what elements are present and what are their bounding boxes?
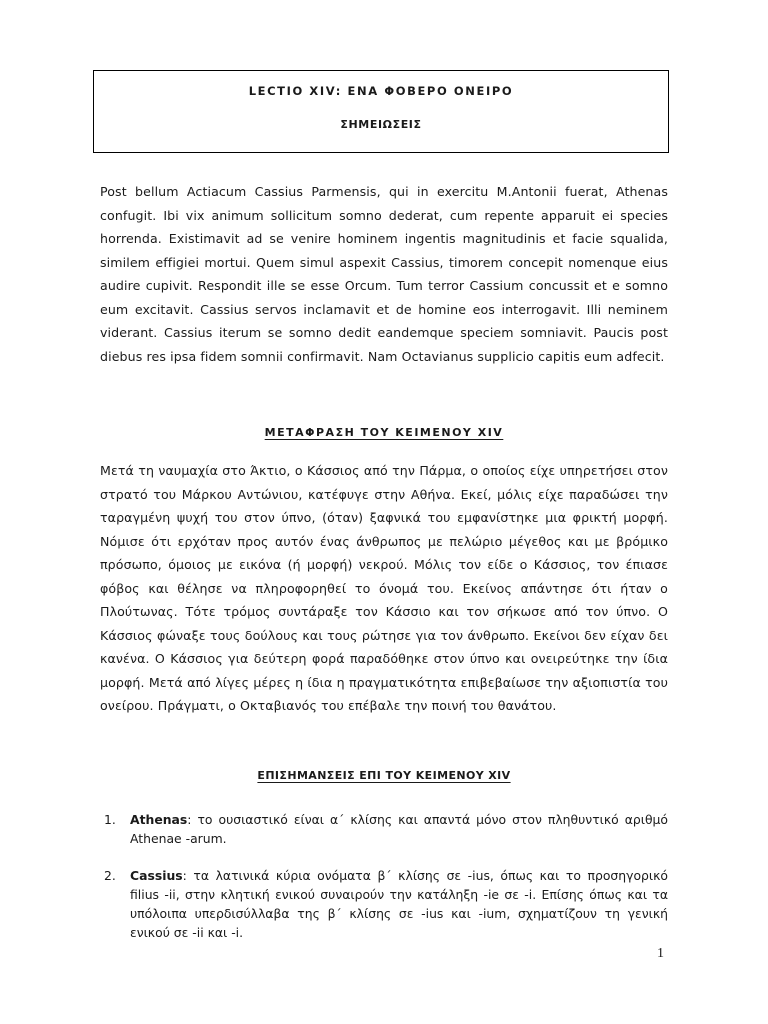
note-term: Cassius [130, 868, 183, 883]
note-body [130, 866, 668, 942]
note-body [130, 810, 668, 848]
note-number: 1. [104, 812, 116, 827]
note-number: 2. [104, 868, 116, 883]
note-text: : το ουσιαστικό είναι α΄ κλίσης και απαντά μόνο στον πληθυντικό αριθμό Athenae -arum. [130, 812, 668, 846]
document-title: LECTIO XIV: ΕΝΑ ΦΟΒΕΡΟ ΟΝΕΙΡΟ [248, 84, 514, 98]
note-text: : τα λατινικά κύρια ονόματα β΄ κλίσης σε -ius, όπως και το προσηγορικό filius -ii, στην κλητική ενικού συναιρούν την κατάληξη -ie σε -i. Επίσης όπως και τα υπόλοιπα υπερδισύλλαβα της β΄ κλίσης σε -ius και -ium, σχηματίζουν τη γενική ενικού σε -ii και -i. [130, 868, 668, 940]
translation-text: Μετά τη ναυμαχία στο Άκτιο, ο Κάσσιος από την Πάρμα, ο οποίος είχε υπηρετήσει στον στρατό του Μάρκου Αντώνιου, κατέφυγε στην Αθήνα. Εκεί, μόλις είχε παραδώσει την ταραγμένη ψυχή του στον ύπνο, (όταν) ξαφνικά του εμφανίστηκε μια φρικτή μορφή. Νόμισε ότι ερχόταν προς αυτόν ένας άνθρωπος με πελώριο μέγεθος και με βρόμικο πρόσωπο, όμοιος με εικόνα (ή μορφή) νεκρού. Μόλις τον είδε ο Κάσσιος, τον έπιασε φόβος και θέλησε να πληροφορηθεί το όνομά του. Εκείνος απάντησε ότι ήταν ο Πλούτωνας. Τότε τρόμος συντάραξε τον Κάσσιο και τον σήκωσε από τον ύπνο. Ο Κάσσιος φώναξε τους δούλους και τους ρώτησε για τον άνθρωπο. Εκείνοι δεν είχαν δει κανένα. Ο Κάσσιος για δεύτερη φορά παραδόθηκε στον ύπνο και ονειρεύτηκε την ίδια μορφή. Μετά από λίγες μέρες η ίδια η πραγματικότητα επιβεβαίωσε την αξιοπιστία του ονείρου. Πράγματι, ο Οκταβιανός του επέβαλε την ποινή του θανάτου. [100, 463, 668, 713]
latin-text: Post bellum Actiacum Cassius Parmensis, qui in exercitu M.Antonii fuerat, Athenas confugit. Ibi vix animum sollicitum somno dederat, cum repente apparuit ei species horrenda. Existimavit ad se venire hominem ingentis magnitudinis et facie squalida, similem effigiei mortui. Quem simul aspexit Cassius, timorem concepit nomenque eius audire cupivit. Respondit ille se esse Orcum. Tum terror Cassium concussit et e somno eum excitavit. Cassius servos inclamavit et de homine eos interrogavit. Illi neminem viderant. Cassius iterum se somno dedit eandemque speciem somniavit. Paucis post diebus res ipsa fidem somnii confirmavit. Nam Octavianus supplicio capitis eum adfecit. [100, 184, 668, 364]
note-item [104, 810, 668, 848]
title-box [93, 70, 669, 153]
note-item [104, 866, 668, 942]
translation-heading: ΜΕΤΑΦΡΑΣΗ ΤΟΥ ΚΕΙΜΕΝΟΥ XIV [264, 426, 504, 439]
notes-heading: ΕΠΙΣΗΜΑΝΣΕΙΣ ΕΠΙ ΤΟΥ ΚΕΙΜΕΝΟΥ XIV [257, 769, 511, 782]
note-term: Athenas [130, 812, 188, 827]
document-subtitle: ΣΗΜΕΙΩΣΕΙΣ [340, 118, 422, 131]
page-number: 1 [657, 946, 664, 961]
